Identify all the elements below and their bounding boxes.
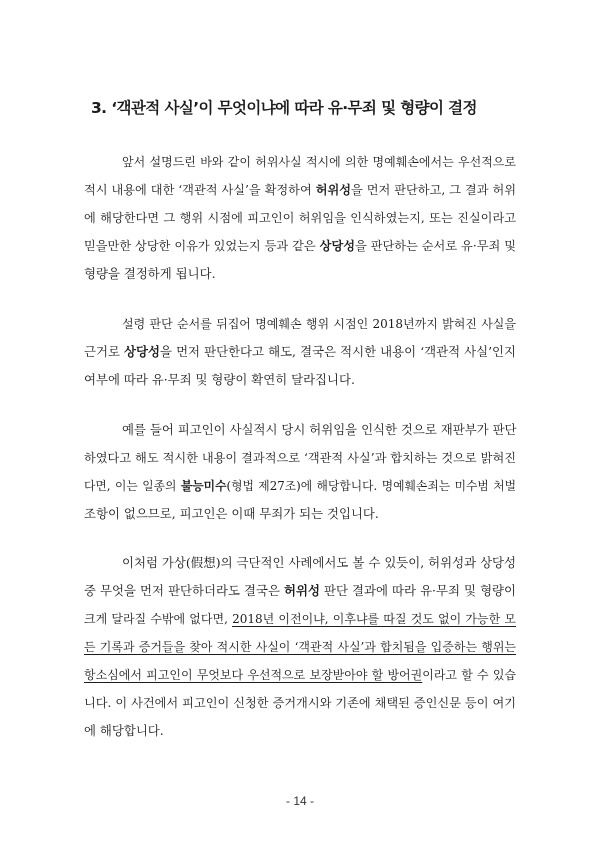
paragraph-1 [84, 148, 516, 288]
bold-term-reasonableness: 상당성 [319, 239, 355, 253]
bold-term-impossible-attempt: 불능미수 [180, 479, 227, 493]
underlined-text: 2018년 이전이냐, 이후냐를 따질 것도 없이 가능한 모 [232, 612, 516, 626]
text-run: 다면, 이는 일종의 [84, 479, 181, 493]
paragraph-line: 예를 들어 피고인이 사실적시 당시 허위임을 인식한 것으로 재판부가 판단 [122, 422, 517, 437]
text-run: (형법 제27조)에 해당합니다. 명예훼손죄는 미수범 처벌 [226, 479, 516, 493]
page-number: - 14 - [285, 794, 314, 808]
paragraph-4 [84, 549, 516, 745]
paragraph-line [84, 605, 516, 633]
underlined-text: 항소심에서 피고인이 무엇보다 우선적으로 보장받아야 할 방어권 [84, 668, 423, 682]
paragraph-line: 에 해당합니다. [84, 723, 164, 738]
bold-term-reasonableness: 상당성 [124, 344, 160, 359]
text-run: 근거로 [84, 344, 125, 359]
paragraph-line [84, 661, 516, 689]
text-run: 이라고 할 수 있습 [422, 668, 516, 682]
paragraph-line: 조항이 없으므로, 피고인은 이때 무죄가 되는 것입니다. [84, 506, 379, 521]
paragraph-line: 하였다고 해도 적시한 내용이 결과적으로 ‘객관적 사실’과 합치하는 것으로 밝혀진 [84, 451, 516, 465]
underlined-line: 든 기록과 증거들을 찾아 적시한 사실이 ‘객관적 사실’과 합치됨을 입증하는 행위는 [84, 640, 516, 654]
text-run: 을 먼저 판단한다고 해도, 결국은 적시한 내용이 ‘객관적 사실’인지 [159, 344, 516, 359]
paragraph-line [84, 577, 516, 605]
paragraph-2 [84, 310, 516, 394]
paragraph-line: 앞서 설명드린 바와 같이 허위사실 적시에 의한 명예훼손에서는 우선적으로 [122, 155, 516, 169]
paragraph-line: 설령 판단 순서를 뒤집어 명예훼손 행위 시점인 2018년까지 밝혀진 사실을 [122, 317, 516, 331]
paragraph-line: 여부에 따라 유·무죄 및 형량이 확연히 달라집니다. [84, 372, 355, 387]
bold-term-falsity: 허위성 [315, 183, 352, 197]
text-run: 믿을만한 상당한 이유가 있었는지 등과 같은 [84, 239, 320, 253]
text-run: 판단 결과에 따라 유·무죄 및 형량이 [319, 583, 516, 598]
paragraph-line [84, 176, 516, 204]
text-run: 적시 내용에 대한 ‘객관적 사실’을 확정하여 [84, 183, 316, 197]
paragraph-line: 니다. 이 사건에서 피고인이 신청한 증거개시와 기존에 채택된 증인신문 등이 여기 [84, 696, 516, 710]
paragraph-line [84, 338, 516, 366]
paragraph-3 [84, 416, 516, 528]
bold-term-falsity: 허위성 [284, 583, 320, 598]
paragraph-line: 이처럼 가상(假想)의 극단적인 사례에서도 볼 수 있듯이, 허위성과 상당성 [122, 555, 516, 570]
paragraph-line [84, 472, 516, 500]
paragraph-line [84, 232, 516, 260]
text-run: 크게 달라질 수밖에 없다면, [84, 612, 233, 626]
text-run: 을 먼저 판단하고, 그 결과 허위 [351, 183, 516, 197]
text-run: 을 판단하는 순서로 유·무죄 및 [355, 239, 516, 253]
paragraph-line: 형량을 결정하게 됩니다. [84, 266, 216, 281]
text-run: 중 무엇을 먼저 판단하더라도 결국은 [84, 583, 285, 598]
section-heading: 3. ‘객관적 사실’이 무엇이냐에 따라 유·무죄 및 형량이 결정 [91, 99, 477, 117]
paragraph-line: 에 해당한다면 그 행위 시점에 피고인이 허위임을 인식하였는지, 또는 진실이라고 [84, 211, 516, 225]
